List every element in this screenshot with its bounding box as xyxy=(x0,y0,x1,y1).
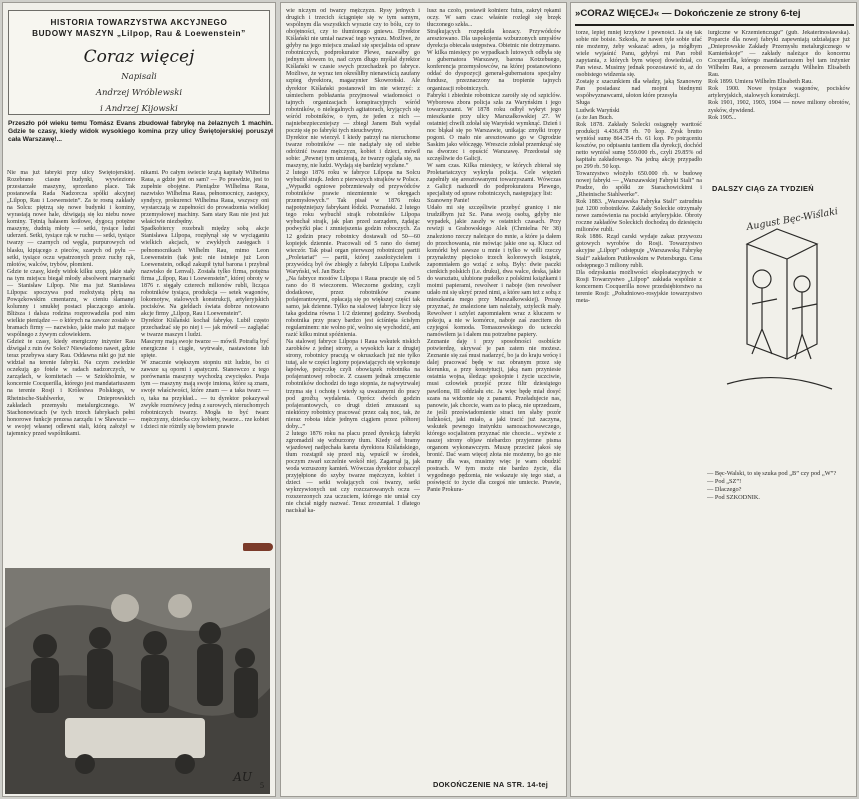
cartoon-caption xyxy=(707,470,852,502)
page-number: 5 xyxy=(260,781,264,790)
article-author-2: i Andrzej Kijowski xyxy=(100,104,178,114)
caption-line-3: — Dlaczego? xyxy=(707,486,742,493)
caption-line-1: — Bęc-Walski, to się szuka pod „B” czy pod „W”? xyxy=(707,470,837,477)
column-3: wie niczym od twarzy mężczyzn. Rysy jednych i drugich i trzecich ściągnięte się w tym samym, wspólnym dla wszystkich wyrazie czy to bólu, czy to obojętności, czy to tłumionego gniewu. Dyrektor Kiślański nie umiał nazwać tego wyrazu. Możliwe, że gdyby na jego miejscu znalazł się specjalista od spraw robotniczych, podprokurator Plewe, nazwałby go jednym słowem to, nad czym długo myślał dyrektor Kiślański w czasie swych przechadzek po fabryce. Możliwe, że wyraz ten określiłby nienawiścią zaufany szpieg dyrektora, magazynier Skowroński. Ale dyrektor Kiślański postanowił im nie wierzyć: z uśmiechem pobłażania przyjmował wiadomości o tajnych organizacjach konspiracyjnych wśród robotników, o nielegalnych agitatorach, kryjących się wśród robotników, o tym, że jeden z nich — najniebezpieczniejszy — zbiegł Janem Buh wydał pocztę się po fabryki tych nieuchwytny. Dyrektor nie wierzył. I kiedy patrzył na nieruchome twarze robotników — nie nadążały się od siebie odróżnić twarze mężczyzn, kobiet i dzieci, mówił sobie: „Pewnej tym umierają, że twarzy ogląda się, na maszyny, nie ludzi. Wydają się bardziej wyzłane.” 2 lutego 1876 roku w fabryce Lilpopa na Solcu wybuchł strajk. Jeden z pierwszych strajków w Polsce. „Wypadki ogniowe pobrzmiewały od przywódców robotników prawie niezmiennie w okręgach przemysłowych.” Tak pisał w 1876 roku najpotężniejszy fabrykant łódzki. Poznański. 2 lutego tego roku wybuchł strajk robotników Lilpopa wybuchał strajk, jak plan przed zarządem, żądając podwyżki płac i zmniejszenia godzin roboczych. Za 12 godzin pracy robotnicy dostawali od 50—60 kopiejek dziennie. Pracowali od 5 rano do ósmej wieczór. Tak pisał organ pierwszej robotniczej partii „Proletariat” — partii, której zaszłożycielem i przywódcą był ów zbiegły z fabryki Lilpopa Ludwik Waryński, wł. Jan Buch: „Na fabryce mostów Lilpopa i Raua pracuje się od 5 rano do 8 wieczorem. Wieczorne godziny, czyli dodatkowe, przez robotników zwane pofajerantowymi, opłacają się po większej części tak samo, jak dzienne. Tylko na stalowej fabryce liczy się taka godzina równa 1 1/2 dziennej godziny. Swobodą robotnika przy pracy bardzo jest ściśnięta ścisłym regulaminem: nie wolno pić, wolno się wychodzić, ani razić kilku minut spóźnienia. Na stalowej fabryce Lilpopa i Raua wskutek niskich zarobków z jednej strony, a wysokich kar z drugiej strony, robotnicy pracują w okruszkach już nie tylko tutaj, ale w części legiony pojawiających się wykonuje łapówkę, pożyczkę czyli obowiązek robotnika na pofajerantowej robocie. Z czasem jednak zmęczenie robotników dochodzi do tego stopnia, że najwytrwalej trzyma się i ochotę i wtedy są uważanymi do pracy pod groźbą wydalenia. Oprócz dwóch godzin pofajerantowych, co drugi dzień zmuszani są niektórzy robotnicy pracować przez całą noc, tak, że nieraz robota idzie jednym ciągiem przez półtorej doby...” 2 lutego 1876 roku na placu przed dyrekcją fabryki zgromadził się wzburzony tłum. Kiedy od bramy wjazdowej nadjechała kareta dyrektora Kiślańskiego, tłum rozstąpił się przed nią, wpuścił w środek, poczym zwarł szczelnie wokół niej. Zagarnął ją, jak woda wzruszony kamień. Wówczas dyrektor zobaczył przyjęłpione do szyby twarze mężczyzn, kobiet i dzieci — setki wołających coś twarzy, setki wykrzywionych ust czy rozczarowanych oczu — rozszerzonych zza uczuciem, którego nie umiał czy nie chciał nigdy nazwać. Teraz zrozumiał. I dlatego naciskał ka- xyxy=(286,8,420,515)
article-title: Coraz więcej xyxy=(83,47,195,67)
article-kicker-line2: BUDOWY MASZYN „Lilpop, Rau & Loewenstein” xyxy=(32,29,246,38)
illustration-signature: AU xyxy=(233,770,252,784)
next-week-footer: DALSZY CIĄG ZA TYDZIEŃ xyxy=(712,184,814,193)
cartoon-panel xyxy=(707,184,852,714)
caption-line-2: — Pod „SZ”! xyxy=(707,478,742,485)
pointing-hand-icon xyxy=(243,543,273,551)
article-header xyxy=(8,10,270,115)
column-6: lurgiczne w Krzemieńczugu” (gub. Jekaterinosławska). Poparcie dla nowej fabryki zapewniają udziałające już „Dnieprowskie Zakłady Przemysłu metalurgicznego w Kamieńskoje” — zakłady należące do koncernu Cocquerilla, którego mandatariuszem był tam inżynier Wilhelm Rau, a prezesem zarządu Wilhelm Elisabeth Rau. Rok 1899. Umiera Wilhelm Elisabeth Rau. Rok 1900. Nowe tysiące wagonów, pocisków artyleryjskich, stalowych konstrukcji. Rok 1901, 1902, 1903, 1904 — nowe miliony obrotów, zysków, dywidend. Rok 1905... xyxy=(708,30,850,121)
handwritten-tag: August Bęc-Wiślaki xyxy=(745,206,839,233)
article-lead: Przeszło pół wieku temu Tomász Evans zbudował fabrykę na żelaznych 1 machin. Gdzie te czasy, kiedy widok wysokiego komina przy ulicy Świętojerskiej poruszył cała Warszawę!... xyxy=(8,120,273,143)
column-5: torze, lepiej mniej krzyków i pewności. Ja się tak sobie nie boisie. Szkoda, że nawet tyle sobie ufać nie możemy, żeby wskazać adres, ja mógłbym wiele wyjaśnić Panu, gdybyś mi Pan robił zapytania, z których bym więcej dowiedział, co Pan wiesz. Musimy jednak poozostawić to, aż do osobistego widzenia się. Zostaję z szacunkiem dla władzy, jaką Szanowny Pan posiadasz nad mojmi biednymi współwyznawcami, ułoton które przesyła Sługa Ludwik Waryński (a że Jan Buch. Rok 1878. Zakłady Solecki osiągnęły warttość produkcji 4.436.878 rb. 70 kop. Zysk brutto wyniósł sumę 864.354 rb. 61 kop. Po potrąceniu kosztów, po odpisaniu tantiem dla dyrekcji, dochód netto wyniósł sumę 559.000 rb., czyli 29.85% od kapitału zakładowego. Na jedną akcję przypadło po 299 rb. 50 kop. Towarzystwo włożyło 650.000 rb. w budowę nowej fabryki — „Warszawskiej Fabryki Stali” na Pradze, do spółki ze Starachowickimi i „Rheinische Stahlwerke”. Rok 1883. „Warszawska Fabryka Stali” zatrudnia już 1200 robotników. Zakłady Soleckie otrzymały nowe zamówienia na pociski artyleryjskie. Obroty roczne zakładów Soleckich dochodzą do dziesięciu milionów rubli. Rok 1886. Rząd carski wydaje zakaz przywozu gotowych wyrobów do Rosji. Towarzystwo akcyjne „Lilpop” odstępuje „Warszawską Fabrykę Stali” zakładom Putiłowskim w Petersburgu. Cena odstępnego 3 miliony rubli. Dla odzyskania możliwości eksploatacyjnych w Rosji Towarzystwo „Lilpop” zakłada wspólnie z koncernem Cocquerilla nowe przedsiębiorstwo na terenie Rosji: „Południowo-rosyjskie towarzystwo meta- xyxy=(576,30,702,304)
illustration xyxy=(5,568,270,794)
article-author-1: Andrzej Wróblewski xyxy=(95,88,183,98)
column-4: lusz na czoło, postawił kołnierz futra, zakrył rękami oczy. W sam czas: właśnie rozległ się brzęk tłuczonego szkła... Strajkujących rozpędziła kozacy. Przywódców aresztowano. Dla uspokojenia wzburzonych umysłów dyrekcja obiecała ustępstwa. Obietnic nie dotrzymano. W kilka miesięcy po wypadkach lutowych odbyła się u gubernatora Warszawy, barona Kotzebuego, konferencja przemysłowców, na której postanowiono oddać do dyspozycji generał-gubernatora specjalny fundusz, przeznaczony na tropienie tajnych organizacji robotniczych. Fabryki i zbiednie robotnicze zaroiły się od szpiclów. Wyborowa zbora policja szła za Waryńskim i jego towarzyszami. W 1878 roku odbył wykryt jego mieszkanie przy ulicy Marszałkowskiej 27. W ostatniej chwili zdołał się Waryński wymknąć. Dzień i noc błąkał się po Warszawie, unikając zmyłki tropy pogoni. O mało nie aresztowano go w Ogrodzie Saskim jako włóczęgę. Wreszcie zdołał przemknąć się na dworzec i opuścić Warszawę. Przedostał się szczęśliwie do Galicji. W sam czas. Kilka miesięcy, w których zbierał się Proletariatczycy wykryła policja. Cele więzień zapełniły się aresztowanymi towarzyszami. Wówczas z Galicji nadszedł do podprokuratora Plewego, specjalisty od spraw robotniczych, następujący list: Szanowny Panie! Udało mi się szczęśliwie przebyć granicę i nie trudziłbym już Sz. Pana swoją osobą, gdyby nie wypadek, jakie zaszły w ostatnich czasach. Przy rewizji u Grabowskiego Alek (Chmielna Nr 38) znaleziono rzeczy należące do mnie, a które ja dałem do przechowania, nie mówiąc jakie one są. Klucz od komórki był zawsze u mnie i tylko w willi rzeczy przynależny pięcioko trzech kolorowych książek, zapomniałem go wziąć z sobą. Były: dwie paczki cienkich polskich (i.e. druku), dwa walce, deska, jakie do warsztatu, ulubione pudełko z polskimi książkami i moimi papierami, rewolwer i naboje (ten rewolwer udało mi się ukryć przed nimi, a które sam też z sobą z mieszkania mego przy Marszałkowskiej). Proszę przyznać, że znalezione tam należały, sztylecik mały. Rewolwer i sztylet zapomniałem wraz z kluczem w pokoju, a nie w komórce, naboje zaś zuecitem do czyjegoś komoda. Tomaszewskiego do ucieczki namówiłem ja i dałem mu potrzebne papiery. Zeznanie daję i przy sposobności osobiście potwierdzę, ukrywać je pan zatem nie możesz. Zeznanie się zaś musi nadarzyć, bo ja do kraju wrócę i dalej pracować będę w raz obranym przez się kierunku, a przy konstytucji, jaką nam przyniesie ostatnia wojna, śledząc spokojnie i życie uczciwie, musi człowiek przejść przez filtr dziesiątego pawilonu, III oddziału etc. Ja więc będę miał dosyć szans na widzenie się z panami. Przeładujecie nas, panowie, jak chcecie, wam za to płacą, nie uprzedzam, że jeśli przeświadomienie straci ten słaby pozór ludzkości, jaki miało, a jaki tracić już zaczyna, wskutek pewnego instynktu samozachowawczego, którego socjalistom przyznać nie chcecie... wyżwie z naszej strony objaw niebardzo przyjemne pisma organom wykonawczym. Muszę przecież jakoś się bronić. Dać wam więcej złota nie możemy, bo go nie mamy dla was, musimy więc je wam obudzić postrach. W tym może nie bardzo życie, dla wygodnego pędzenia, nie wskazuje się tego staż, a poświęcić to życie dla czegoś nie umiecie. Prawie, Panie Prokura- xyxy=(427,8,561,494)
masthead: »CORAZ WIĘCEJ« — Dokończenie ze strony 6-tej xyxy=(575,6,854,26)
column-2: nikami. Po całym świecie krążą kapitały Wilhelma Raua, a gdzie jest on sam? — Po prawdzie, jest to zupełnie obojętne. Pieniądze Wilhelma Raua, nazwisko Wilhelma Raua, pełnomocnicy, zastępcy, syndycy, prokurenci Wilhelma Raua, wszyscy oni wystarczają w zupełności do prowadzenia wielkiej przemysłowej machiny. Sam stary Rau nie jest już właściwie niezbędny. Spadkobiercy rozebrali między sobą akcje Stanisława Lilpopa, rozpłynął się w wyciąganiu wielkich akcjach, w zwykłych zasięgach i pełnomocnikach Wilhelm Rau, mimo Leon Loewenstein (tak jest: nie istnieje już Leon Loewenstein, odkąd zakupił tytuł barona i przybrał nazwisko de Lenval). Została tylko firma, potężna firma „Lilpop, Rau i Loewenstein”, której obroty w 1876 r. sięgały czterech milionów rubli, licząca robotników tysiąca, produkcja — setek wagonów, lokomotyw, stalowych konstrukcji, artyleryjskich pocisków. Na gieldach świata dobrze notowano akcje firmy „Lilpop, Rau i Loewenstein”. Dyrektor Kiślański kochał fabrykę. Lubił często przechadzać się po niej i — jak mówił — zaglądać w twarze maszyn i ludzi. Maszyny mają swoje twarze — mówił. Potrafią być energiczne i ciągłe, wytrwałe, nastawione lub spięte. W znacznie większym stopniu niż ludzie, bo ci zawsze są oporni i apatyczni. Stanowczo z tego porównania maszyny wychodzą zwycięsko. Psuja tym — maszyny mają swoje imiona, które są znam, swoje właściwości, które znam — a taka twarz — o, taka na przykład... — tu dyrektor pokazywał zwykłe rozmówcy jedną z surowych, nieruchomych robotniczych twarzy. Mogła to być twarz mężczyzny, dziecka czy kobiety, twarze... rze kobiet i dzieci nie różnily się bowiem prawie xyxy=(141,170,269,430)
illustration-drawing xyxy=(5,568,270,794)
caption-line-4: — Pod SZKODNIK. xyxy=(707,494,761,501)
cartoon-drawing xyxy=(707,204,852,434)
article-authors-label: Napisali xyxy=(121,72,157,82)
column-1: Nie ma już fabryki przy ulicy Świętojerskiej. Rozebrano ciasne budynki, wywieziono przestarzałe maszyny, sprzedano place. Tak postanowiła Rada Nadzorcza spółki akcyjnej „Lilpop, Rau i Loewenstein”. Za te rosną zakłady na Solcu: piętrzą się nowe budynki i kominy, wyrastają nowe hale, dźwigają się ku niebu nowe kominy. Tętnią hałasem kotłowe, dygocą potężne maszyny, dudnią młoty — setki, tysiące ludzi uderzeń. Setki, tysiące rąk w ruchu — setki, tysiące twarzy — czarnych od węgla, purpurowych od blasku, kipiącego z pieców, szarych od pyłu — setki, tysiące oczu wpatrzonych przez ruchy rąk, młotów, walców, trybów, płomieni. Gdzie te czasy, kiedy widok kilku szop, jakie stały na tym miejscu biegał młody absolwent marynarki — Stanisław Lilpop. Nie ma już Stanisława Lilpopa: spoczywa pod rozłożystą płytą na Powązkowskim cmentarzu, w cieniu ślamanej kolumny i smukłej postaci płaczącego anioła. Bliższa i dalsza rodzina rozprowadziła pod nim wielkie pieniądze — o których na zawsze zostało w bramach firmy — nazwisko, jakie mało już mające wspólnego z żywym człowiekiem. Gdzież te czasy, kiedy energiczny inżynier Rau dźwigał z ruin ów Solec? Niewiadomo nawet, gdzie teraz przebywa stary Rau. Oddawna nikt go już nie widział na terenie fabryki. Na czym zwiedzie oczekują go fotele w radach nadzorczych, w zarządach, w komitetach — w Sztokholmie, w koncernie Cocquerilla, którego jest mandatariuszem na terenie Rosji i Królestwa Polskiego, w Rheinische-Stahlwerke, w Dnieprowskich zakładach przemysłu metalurgicznego. W Stachonowicach (w tych trzech fabrykach pełni honorowe funkcje prezesa zarządu i w Sławucie — w swojej własnej odlewni stali, którą założył w tajemnicy przed wspólnikami. xyxy=(7,170,135,437)
continuation-footer: DOKOŃCZENIE NA STR. 14-tej xyxy=(433,780,549,789)
article-kicker-line1: HISTORIA TOWARZYSTWA AKCYJNEGO xyxy=(50,18,228,27)
